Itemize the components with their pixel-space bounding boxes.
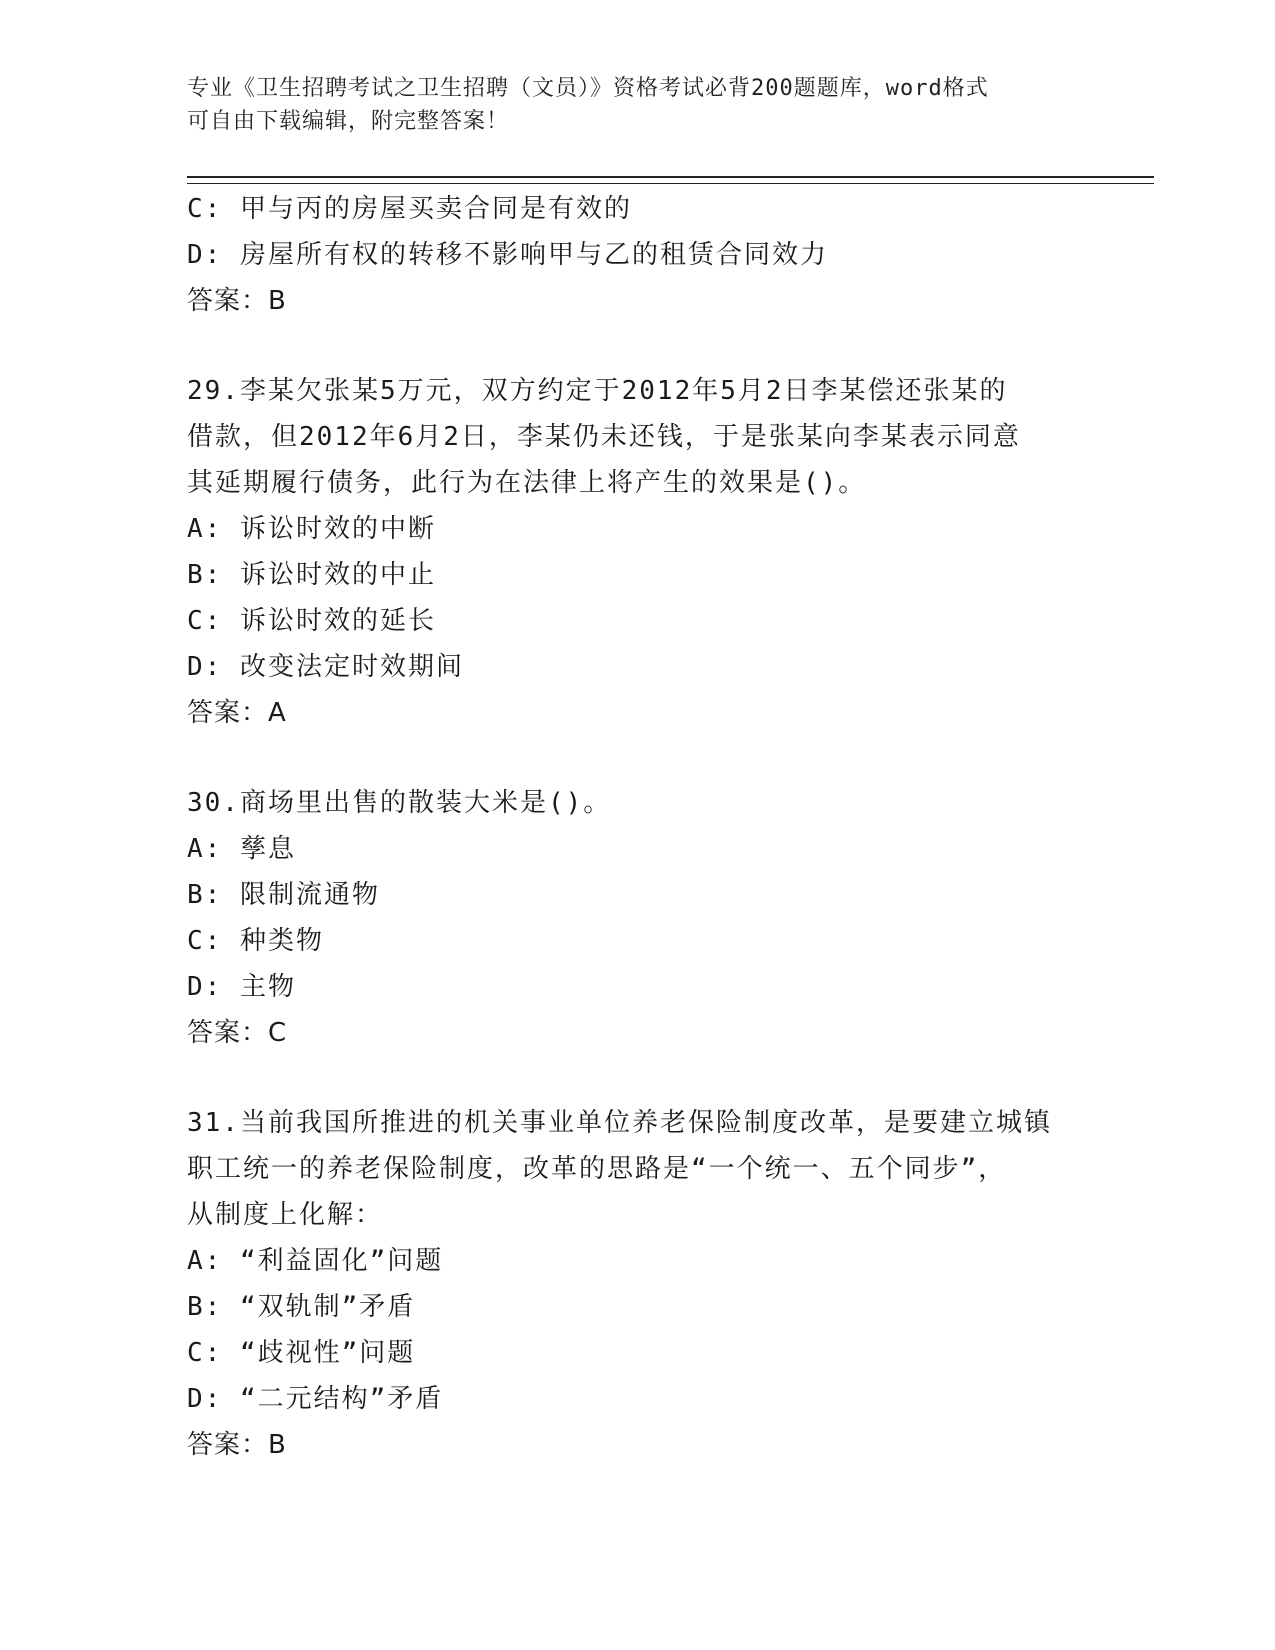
option-c: C: 种类物 — [187, 926, 324, 956]
answer-line: 答案：B — [187, 286, 287, 316]
question-stem-line: 29.李某欠张某5万元，双方约定于2012年5月2日李某偿还张某的 — [187, 376, 1008, 406]
option-a: A: “利益固化”问题 — [187, 1246, 444, 1276]
question-29 — [187, 368, 1087, 736]
option-c: C: 诉讼时效的延长 — [187, 606, 436, 636]
answer-line: 答案：B — [187, 1430, 287, 1460]
option-b: B: “双轨制”矛盾 — [187, 1292, 416, 1322]
option-c: C: 甲与丙的房屋买卖合同是有效的 — [187, 194, 632, 224]
header-line-2: 可自由下载编辑，附完整答案！ — [187, 109, 510, 134]
option-b: B: 限制流通物 — [187, 880, 380, 910]
option-d: D: 房屋所有权的转移不影响甲与乙的租赁合同效力 — [187, 240, 828, 270]
question-stem-line: 借款，但2012年6月2日，李某仍未还钱，于是张某向李某表示同意 — [187, 422, 1021, 452]
question-stem-line: 31.当前我国所推进的机关事业单位养老保险制度改革，是要建立城镇 — [187, 1108, 1052, 1138]
prev-question-block — [187, 186, 1087, 324]
option-b: B: 诉讼时效的中止 — [187, 560, 436, 590]
option-d: D: “二元结构”矛盾 — [187, 1384, 444, 1414]
question-31 — [187, 1100, 1087, 1468]
question-stem-line: 其延期履行债务，此行为在法律上将产生的效果是()。 — [187, 468, 867, 498]
document-body — [187, 186, 1087, 1468]
option-d: D: 改变法定时效期间 — [187, 652, 464, 682]
answer-line: 答案：C — [187, 1018, 288, 1048]
question-stem-line: 职工统一的养老保险制度，改革的思路是“一个统一、五个同步”， — [187, 1154, 1007, 1184]
option-a: A: 诉讼时效的中断 — [187, 514, 436, 544]
question-stem-line: 30.商场里出售的散装大米是()。 — [187, 788, 612, 818]
question-stem-line: 从制度上化解： — [187, 1200, 384, 1230]
document-header — [187, 72, 1067, 138]
answer-line: 答案：A — [187, 698, 287, 728]
option-d: D: 主物 — [187, 972, 296, 1002]
option-c: C: “歧视性”问题 — [187, 1338, 416, 1368]
question-30 — [187, 780, 1087, 1056]
header-divider — [187, 176, 1154, 184]
option-a: A: 孳息 — [187, 834, 296, 864]
header-line-1: 专业《卫生招聘考试之卫生招聘（文员）》资格考试必背200题题库，word格式 — [187, 76, 989, 101]
